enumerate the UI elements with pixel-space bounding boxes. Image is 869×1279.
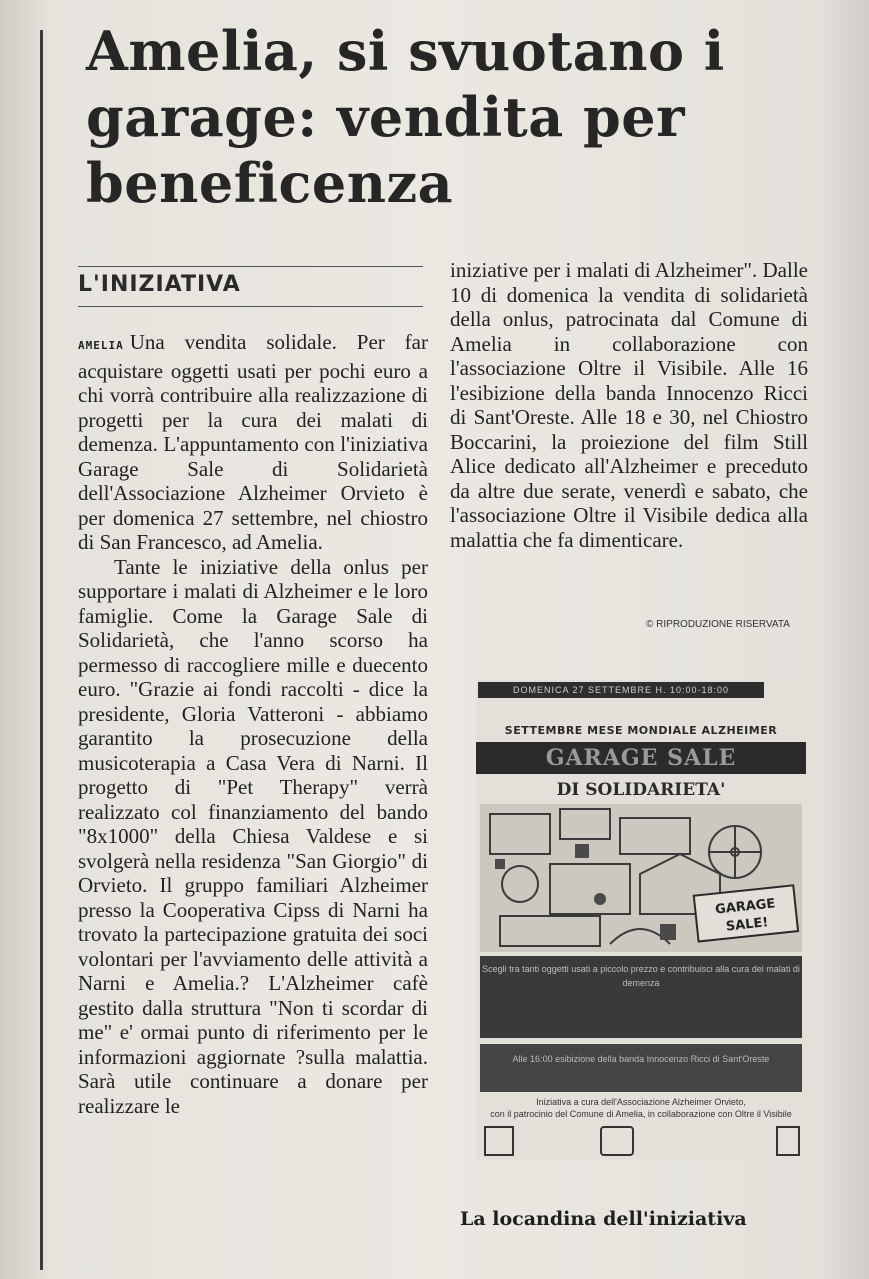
paragraph-1-text: Una vendita solidale. Per far acquistare oggetti usati per pochi euro a chi vorrà contribuire alla realizzazione di progetti per la cura dei malati di demenza. L'appuntamento con l'iniziativa Garage Sale di Solidarietà dell'Associazione Alzheimer Orvieto è per domenica 27 settembre, nel chiostro di San Francesco, ad Amelia. (78, 330, 428, 554)
partner-logo-icon (600, 1126, 634, 1156)
poster-date-bar: DOMENICA 27 SETTEMBRE H. 10:00-18:00 (478, 682, 764, 698)
poster-illustration (480, 804, 802, 952)
paragraph-2: Tante le iniziative della onlus per supportare i malati di Alzheimer e le loro famiglie. Come la Garage Sale di Solidarietà, che l'anno scorso ha permesso di raccogliere mille e duecento euro. "Grazie ai fondi raccolti - dice la presidente, Gloria Vatteroni - abbiamo garantito la prosecuzione della musicoterapia a Casa Vera di Narni. Il progetto di "Pet Therapy" verrà realizzato col finanziamento del bando "8x1000" della Chiesa Valdese e si svolgerà nella residenza "San Giorgio" di Orvieto. Il gruppo familiari Alzheimer presso la Cooperativa Cipss di Narni ha trovato la partecipazione gratuita dei soci volontari per l'avviamento delle attività a Narni e Amelia.? L'Alzheimer cafè gestito dalla struttura "Non ti scordar di me" e' ormai punto di riferimento per le informazioni aggiornate ?sulla malattia. Sarà utile continuare a donare per realizzare le (78, 554, 428, 1118)
poster-info-box: Scegli tra tanti oggetti usati a piccolo prezzo e contribuisci alla cura dei malati di demenza (480, 956, 802, 1038)
article-column-1 (78, 330, 428, 1118)
paragraph-3: iniziative per i malati di Alzheimer". Dalle 10 di domenica la vendita di solidarietà della onlus, patrocinata dal Comune di Amelia in collaborazione con l'associazione Oltre il Visibile. Alle 16 l'esibizione della banda Innocenzo Ricci di Sant'Oreste. Alle 18 e 30, nel Chiostro Boccarini, la proiezione del film Still Alice dedicato all'Alzheimer e preceduto da altre due serate, venerdì e sabato, che l'associazione Oltre il Visibile dedica alla malattia che fa dimenticare. (450, 258, 808, 552)
garage-sign-text: GARAGE (714, 896, 777, 918)
poster-caption: La locandina dell'iniziativa (460, 1208, 747, 1230)
poster-title-2: DI SOLIDARIETA' (556, 780, 726, 800)
section-rule-bottom (78, 306, 423, 307)
section-rule-top (78, 266, 423, 267)
poster-subtitle: SETTEMBRE MESE MONDIALE ALZHEIMER (504, 724, 778, 737)
svg-text:SALE!: SALE! (725, 915, 770, 935)
municipality-crest-icon (776, 1126, 800, 1156)
garage-sale-illustration (480, 804, 802, 952)
section-label: L'INIZIATIVA (78, 272, 241, 297)
headline: Amelia, si svuotano i garage: vendita per beneficenza (86, 19, 725, 215)
event-poster (476, 680, 808, 1160)
poster-title: GARAGE SALE (476, 742, 806, 774)
paragraph-1 (78, 330, 428, 555)
poster-credit-line-1: Iniziativa a cura dell'Associazione Alzheimer Orvieto, (536, 1097, 746, 1107)
poster-logos (482, 1126, 804, 1158)
association-logo-icon (484, 1126, 514, 1156)
copyright-notice: © RIPRODUZIONE RISERVATA (646, 619, 790, 630)
article-column-2 (450, 258, 808, 552)
poster-credits (476, 1096, 806, 1120)
poster-info-box-2: Alle 16:00 esibizione della banda Innocenzo Ricci di Sant'Oreste (480, 1044, 802, 1092)
column-divider (40, 30, 43, 1270)
dateline: AMELIA (78, 339, 124, 352)
poster-credit-line-2: con il patrocinio del Comune di Amelia, in collaborazione con Oltre il Visibile (490, 1109, 792, 1119)
